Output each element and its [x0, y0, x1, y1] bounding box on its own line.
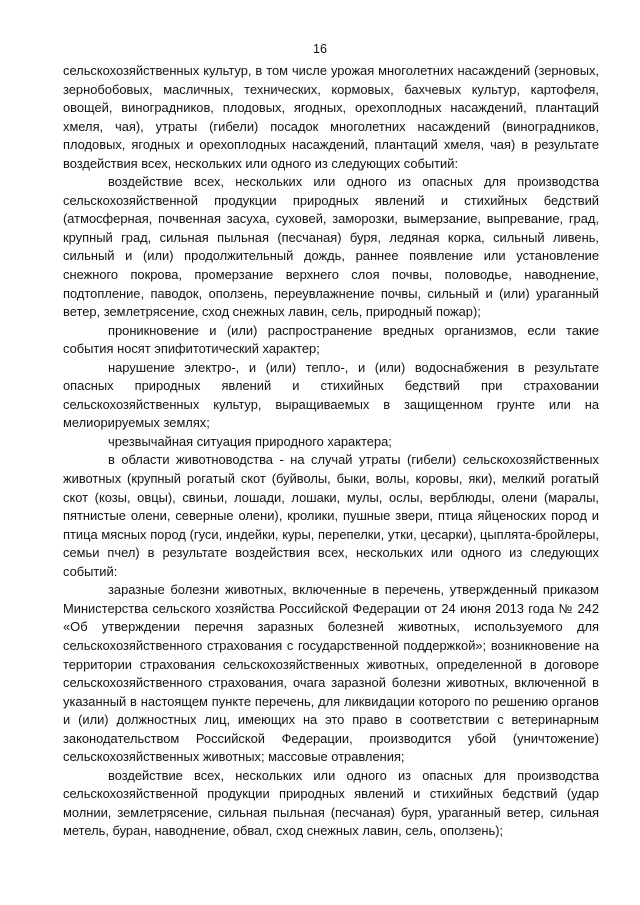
paragraph-animal-diseases: заразные болезни животных, включенные в перечень, утвержденный приказом Министерства сельского хозяйства Российской Федерации от 24 июня 2013 года № 242 «Об утверждении перечня заразных болезней животных, используемого для сельскохозяйственного страхования с государственной поддержкой»; возникновение на территории страхования сельскохозяйственных животных, определенной в договоре сельскохозяйственного страхования, очага заразной болезни животных, включенной в указанный в настоящем пункте перечень, для ликвидации которого по решению органов и (или) должностных лиц, имеющих на это право в соответствии с ветеринарным законодательством Российской Федерации, производится убой (уничтожение) сельскохозяйственных животных; массовые отравления; [63, 582, 599, 765]
paragraph-crop-losses-continued: сельскохозяйственных культур, в том числе урожая многолетних насаждений (зерновых, зернобобовых, масличных, технических, кормовых, бахчевых культур, картофеля, овощей, виноградников, плодовых, ягодных, орехоплодных насаждений, плантаций хмеля, чая), утраты (гибели) посадок многолетних насаждений (виноградников, плодовых, ягодных и орехоплодных насаждений, плантаций хмеля, чая) в результате воздействия всех, нескольких или одного из следующих событий: [63, 63, 599, 171]
paragraph-livestock: в области животноводства - на случай утраты (гибели) сельскохозяйственных животных (крупный рогатый скот (буйволы, быки, волы, коровы, яки), мелкий рогатый скот (козы, овцы), свиньи, лошади, лошаки, мулы, ослы, верблюды, олени (маралы, пятнистые олени, северные олени), кролики, пушные звери, птица яйценоских пород и птица мясных пород (гуси, индейки, куры, перепелки, утки, цесарки), цыплята-бройлеры, семьи пчел) в результате воздействия всех, нескольких или одного из следующих событий: [63, 452, 599, 579]
paragraph-natural-hazards: воздействие всех, нескольких или одного из опасных для производства сельскохозяйственной продукции природных явлений и стихийных бедствий (атмосферная, почвенная засуха, суховей, заморозки, вымерзание, выпревание, град, крупный град, сильная пыльная (песчаная) буря, ледяная корка, сильный ливень, сильный и (или) продолжительный дождь, раннее появление или установление снежного покрова, промерзание верхнего слоя почвы, половодье, наводнение, подтопление, паводок, оползень, переувлажнение почвы, сильный и (или) ураганный ветер, землетрясение, сход снежных лавин, сель, природный пожар); [63, 174, 599, 320]
paragraph-harmful-organisms: проникновение и (или) распространение вредных организмов, если такие события носят эпифитотический характер; [63, 322, 599, 357]
page-number: 16 [313, 42, 327, 56]
paragraph-livestock-hazards: воздействие всех, нескольких или одного из опасных для производства сельскохозяйственной продукции природных явлений и стихийных бедствий (удар молнии, землетрясение, сильная пыльная (песчаная) буря, ураганный ветер, сильная метель, буран, наводнение, обвал, сход снежных лавин, сель, оползень); [63, 767, 599, 839]
paragraph-emergency: чрезвычайная ситуация природного характера; [108, 433, 392, 449]
paragraph-utility-disruption: нарушение электро-, и (или) тепло-, и (или) водоснабжения в результате опасных природных явлений и стихийных бедствий при страховании сельскохозяйственных культур, выращиваемых в защищенном грунте или на мелиорируемых землях; [63, 359, 599, 431]
document-body [63, 62, 599, 841]
